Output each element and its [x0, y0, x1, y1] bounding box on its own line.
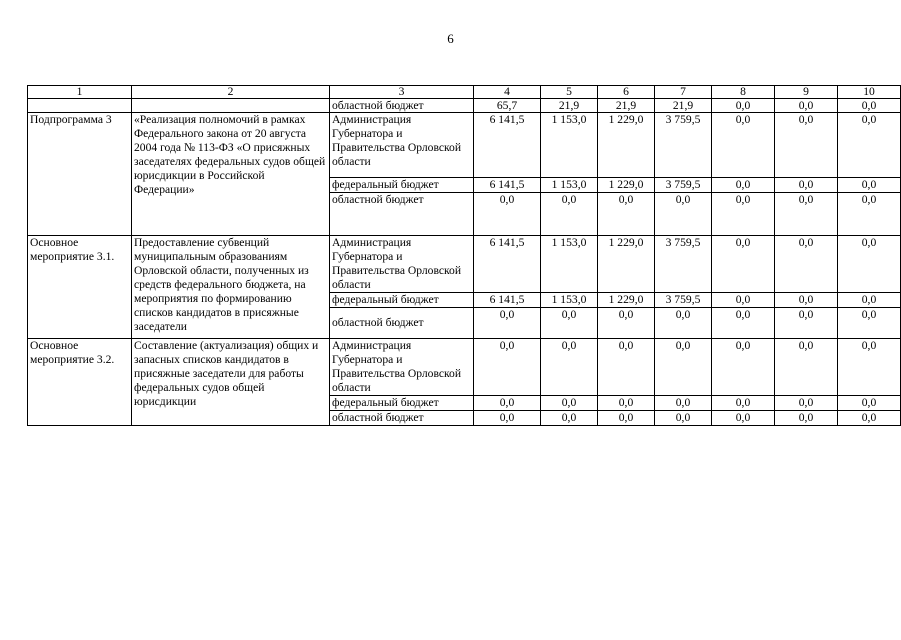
value-cell: 0,0 [712, 178, 775, 193]
value-cell: 0,0 [474, 411, 541, 426]
value-cell: 1 153,0 [541, 293, 598, 308]
value-cell: 0,0 [838, 293, 901, 308]
header-cell: 2 [132, 86, 330, 99]
value-cell: 0,0 [775, 411, 838, 426]
value-cell: 6 141,5 [474, 293, 541, 308]
header-cell: 7 [655, 86, 712, 99]
program-name: Подпрограмма 3 [28, 113, 132, 236]
header-cell: 4 [474, 86, 541, 99]
value-cell: 0,0 [775, 113, 838, 178]
value-cell: 6 141,5 [474, 236, 541, 293]
value-cell: 0,0 [474, 193, 541, 236]
value-cell: 0,0 [775, 293, 838, 308]
program-description: Предоставление субвенций муниципальным образованиям Орловской области, полученных из средств федерального бюджета, на мероприятия по формированию списков кандидатов в присяжные заседатели [132, 236, 330, 339]
funding-source: федеральный бюджет [330, 293, 474, 308]
value-cell: 1 229,0 [598, 178, 655, 193]
value-cell: 0,0 [775, 339, 838, 396]
header-cell: 9 [775, 86, 838, 99]
value-cell: 0,0 [838, 178, 901, 193]
value-cell: 0,0 [598, 396, 655, 411]
header-cell: 8 [712, 86, 775, 99]
empty-cell [28, 99, 132, 113]
value-cell: 0,0 [712, 411, 775, 426]
value-cell: 21,9 [655, 99, 712, 113]
value-cell: 0,0 [838, 339, 901, 396]
value-cell: 0,0 [541, 193, 598, 236]
value-cell: 0,0 [775, 396, 838, 411]
table-row [28, 99, 901, 113]
value-cell: 0,0 [712, 308, 775, 339]
value-cell: 0,0 [712, 293, 775, 308]
funding-source: областной бюджет [330, 308, 474, 339]
value-cell: 0,0 [838, 113, 901, 178]
program-name: Основное мероприятие 3.2. [28, 339, 132, 426]
value-cell: 0,0 [655, 193, 712, 236]
value-cell: 0,0 [712, 113, 775, 178]
funding-source: Администрация Губернатора и Правительства Орловской области [330, 113, 474, 178]
value-cell: 0,0 [775, 308, 838, 339]
value-cell: 0,0 [838, 308, 901, 339]
funding-source: областной бюджет [330, 411, 474, 426]
table-row [28, 113, 901, 178]
funding-source: областной бюджет [330, 193, 474, 236]
budget-table [27, 85, 901, 426]
value-cell: 3 759,5 [655, 113, 712, 178]
funding-source: областной бюджет [330, 99, 474, 113]
value-cell: 0,0 [541, 308, 598, 339]
value-cell: 0,0 [598, 411, 655, 426]
value-cell: 1 153,0 [541, 113, 598, 178]
value-cell: 0,0 [655, 411, 712, 426]
value-cell: 0,0 [838, 193, 901, 236]
value-cell: 0,0 [598, 193, 655, 236]
value-cell: 1 153,0 [541, 178, 598, 193]
header-cell: 3 [330, 86, 474, 99]
table-row [28, 236, 901, 293]
value-cell: 0,0 [775, 193, 838, 236]
value-cell: 0,0 [712, 339, 775, 396]
value-cell: 0,0 [838, 411, 901, 426]
value-cell: 0,0 [541, 411, 598, 426]
value-cell: 0,0 [598, 308, 655, 339]
value-cell: 21,9 [541, 99, 598, 113]
value-cell: 0,0 [838, 396, 901, 411]
value-cell: 0,0 [655, 308, 712, 339]
value-cell: 21,9 [598, 99, 655, 113]
program-name: Основное мероприятие 3.1. [28, 236, 132, 339]
value-cell: 65,7 [474, 99, 541, 113]
funding-source: федеральный бюджет [330, 178, 474, 193]
value-cell: 0,0 [838, 236, 901, 293]
value-cell: 0,0 [712, 99, 775, 113]
value-cell: 0,0 [775, 178, 838, 193]
value-cell: 0,0 [712, 236, 775, 293]
header-cell: 1 [28, 86, 132, 99]
program-description: Составление (актуализация) общих и запасных списков кандидатов в присяжные заседатели для работы федеральных судов общей юрисдикции [132, 339, 330, 426]
value-cell: 1 153,0 [541, 236, 598, 293]
funding-source: федеральный бюджет [330, 396, 474, 411]
value-cell: 0,0 [598, 339, 655, 396]
value-cell: 0,0 [655, 396, 712, 411]
value-cell: 0,0 [541, 339, 598, 396]
value-cell: 0,0 [712, 396, 775, 411]
value-cell: 0,0 [838, 99, 901, 113]
value-cell: 6 141,5 [474, 113, 541, 178]
header-cell: 5 [541, 86, 598, 99]
value-cell: 1 229,0 [598, 293, 655, 308]
empty-cell [132, 99, 330, 113]
value-cell: 1 229,0 [598, 113, 655, 178]
value-cell: 0,0 [712, 193, 775, 236]
value-cell: 0,0 [775, 236, 838, 293]
funding-source: Администрация Губернатора и Правительства Орловской области [330, 236, 474, 293]
value-cell: 0,0 [474, 308, 541, 339]
header-row [28, 86, 901, 99]
page-number: 6 [447, 31, 454, 46]
value-cell: 3 759,5 [655, 236, 712, 293]
header-cell: 6 [598, 86, 655, 99]
funding-source: Администрация Губернатора и Правительства Орловской области [330, 339, 474, 396]
value-cell: 0,0 [655, 339, 712, 396]
value-cell: 3 759,5 [655, 178, 712, 193]
table-row [28, 339, 901, 396]
value-cell: 0,0 [474, 339, 541, 396]
header-cell: 10 [838, 86, 901, 99]
value-cell: 1 229,0 [598, 236, 655, 293]
value-cell: 3 759,5 [655, 293, 712, 308]
value-cell: 0,0 [474, 396, 541, 411]
value-cell: 6 141,5 [474, 178, 541, 193]
program-description: «Реализация полномочий в рамках Федерального закона от 20 августа 2004 года № 113-ФЗ «О присяжных заседателях федеральных судов общей юрисдикции в Российской Федерации» [132, 113, 330, 236]
value-cell: 0,0 [775, 99, 838, 113]
value-cell: 0,0 [541, 396, 598, 411]
